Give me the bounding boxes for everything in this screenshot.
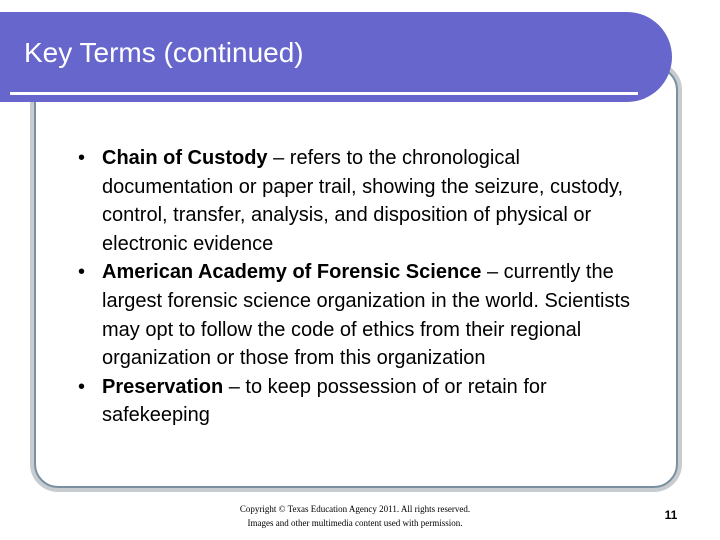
bullet-item-aafs bbox=[78, 258, 648, 372]
bullet-icon: • bbox=[78, 375, 86, 398]
bullet-term: American Academy of Forensic Science bbox=[102, 261, 482, 284]
bullet-definition: – refers to the chronological documentation or paper trail, showing the seizure, custody, control, transfer, analysis, and disposition of physical or electronic evidence bbox=[102, 147, 624, 255]
bullet-term: Preservation bbox=[102, 375, 224, 398]
bullet-definition: – currently the largest forensic science organization in the world. Scientists may opt to follow the code of ethics from their regional organization or those from this organization bbox=[102, 261, 631, 370]
bullet-definition: – to keep possession of or retain for safekeeping bbox=[102, 375, 547, 427]
slide-title: Key Terms (continued) bbox=[24, 37, 304, 68]
copyright-notice bbox=[200, 502, 510, 530]
copyright-line-2: Images and other multimedia content used with permission. bbox=[247, 518, 463, 528]
bullet-icon: • bbox=[78, 261, 86, 284]
title-underline bbox=[10, 92, 638, 95]
bullet-term: Chain of Custody bbox=[102, 147, 268, 169]
bullet-list bbox=[78, 144, 648, 430]
copyright-line-1: Copyright © Texas Education Agency 2011. All rights reserved. bbox=[239, 504, 471, 514]
bullet-item-chain-of-custody bbox=[78, 144, 648, 258]
bullet-item-preservation bbox=[78, 373, 648, 430]
slide-number: 11 bbox=[664, 508, 678, 522]
bullet-icon: • bbox=[78, 147, 86, 169]
